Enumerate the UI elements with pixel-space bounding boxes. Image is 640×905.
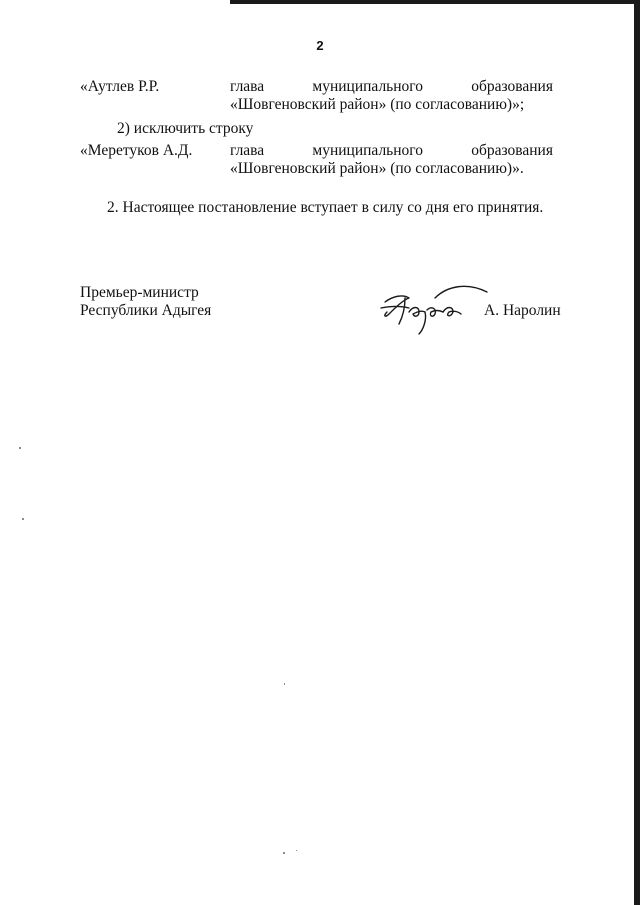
- amendment-remove-name: «Меретуков А.Д.: [80, 142, 193, 159]
- role-word: глава: [230, 78, 265, 95]
- item-2-text: 2) исключить строку: [117, 120, 254, 137]
- role-word: глава: [230, 142, 265, 159]
- amendment-remove-role: [230, 142, 553, 160]
- signer-title-line-1: Премьер-министр: [80, 284, 199, 301]
- amendment-add-name: «Аутлев Р.Р.: [80, 78, 160, 95]
- scan-speck: [296, 850, 297, 851]
- signer-name: А. Наролин: [484, 302, 561, 319]
- role-word: образования: [471, 78, 553, 95]
- role-word: муниципального: [312, 142, 424, 159]
- amendment-remove-role-continuation: «Шовгеновский район» (по согласованию)».: [230, 160, 524, 177]
- amendment-add-role-continuation: «Шовгеновский район» (по согласованию)»;: [230, 96, 525, 113]
- scan-speck: [284, 683, 285, 685]
- scan-edge-right: [634, 0, 640, 905]
- amendment-add-role: [230, 78, 553, 96]
- clause-2-text: 2. Настоящее постановление вступает в силу со дня его принятия.: [107, 199, 544, 216]
- scan-speck: [283, 852, 285, 854]
- handwritten-signature: [375, 278, 500, 338]
- role-word: муниципального: [312, 78, 424, 95]
- page-number: 2: [316, 38, 324, 53]
- signer-title-line-2: Республики Адыгея: [80, 302, 212, 319]
- scan-speck: [19, 447, 21, 449]
- scan-speck: [22, 518, 24, 520]
- role-word: образования: [471, 142, 553, 159]
- scan-edge-top: [230, 0, 640, 4]
